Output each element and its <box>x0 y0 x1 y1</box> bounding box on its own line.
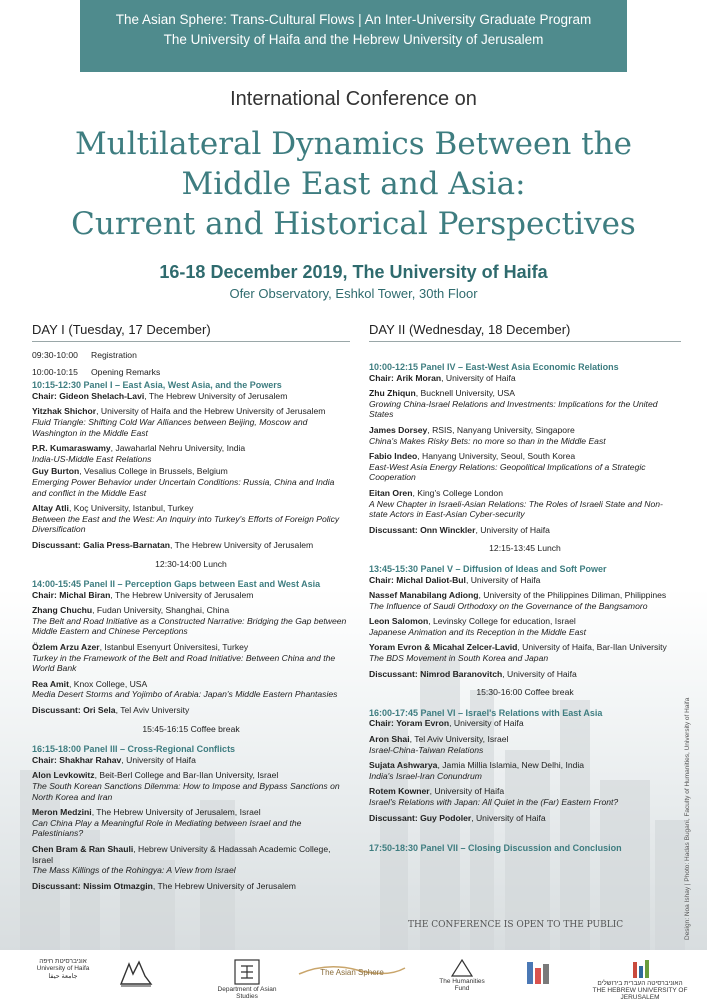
panel-1-chair: Chair: Gideon Shelach-Lavi, The Hebrew University of Jerusalem <box>32 390 288 401</box>
panel-2-title: 14:00-15:45 Panel II – Perception Gaps between East and West Asia <box>32 579 321 590</box>
panel-3-discussant: Discussant: Nissim Otmazgin, The Hebrew University of Jerusalem <box>32 880 296 891</box>
day1-heading: DAY I (Tuesday, 17 December) <box>32 322 211 337</box>
conference-date: 16-18 December 2019, The University of Haifa <box>159 262 548 282</box>
talk-item: Yoram Evron & Micahal Zelcer-Lavid, University of Haifa, Bar-Ilan University The BDS Movement in South Korea and Japan <box>369 642 667 664</box>
talk-item: Rea Amit, Knox College, USA Media Desert Storms and Yojimbo of Arabia: Japan's Middle Eastern Phantasies <box>32 678 338 700</box>
talk-item: Özlem Arzu Azer, Istanbul Esenyurt Üniversitesi, Turkey Turkey in the Framework of the Belt and Road Initiative: Between China and the World Bank <box>32 642 336 674</box>
humanities-fund-logo: The Humanities Fund <box>432 958 492 992</box>
registration-row <box>32 350 350 361</box>
talk-item: Nassef Manabilang Adiong, University of the Philippines Diliman, Philippines The Influence of Saudi Orthodoxy on the Governance of the Bangsamoro <box>369 590 667 611</box>
talk-item: Rotem Kowner, University of Haifa Israel's Relations with Japan: All Quiet in the (Far) Eastern Front? <box>369 786 619 807</box>
talk-item: Guy Burton, Vesalius College in Brussels, Belgium Emerging Power Behavior under Uncertain Conditions: Russia, China and India and conflict in the Middle East <box>32 466 335 498</box>
open-to-public-notice: THE CONFERENCE IS OPEN TO THE PUBLIC <box>408 920 624 930</box>
panel-6-discussant: Discussant: Guy Podoler, University of Haifa <box>369 812 546 823</box>
talk-item: Sujata Ashwarya, Jamia Millia Islamia, New Delhi, India India's Israel-Iran Conundrum <box>369 760 585 781</box>
panel-4-chair: Chair: Arik Moran, University of Haifa <box>369 372 516 383</box>
panel-5-title: 13:45-15:30 Panel V – Diffusion of Ideas and Soft Power <box>369 563 607 574</box>
lunch-break: 12:30-14:00 Lunch <box>155 558 227 569</box>
talk-item: Zhang Chuchu, Fudan University, Shanghai, China The Belt and Road Initiative as a Constructed Narrative: Bridging the Gap between Middle Eastern and Chinese Perceptions <box>32 605 347 637</box>
asian-sphere-logo: The Asian Sphere <box>296 960 408 977</box>
title-line-3: Current and Historical Perspectives <box>71 206 636 242</box>
day2-program <box>369 362 681 854</box>
registration-time: 09:30-10:00 <box>32 350 78 360</box>
header-banner <box>80 0 627 72</box>
banner-line-2: The University of Haifa and the Hebrew University of Jerusalem <box>163 32 544 47</box>
panel-5-chair: Chair: Michal Daliot-Bul, University of Haifa <box>369 574 541 585</box>
talk-item: James Dorsey, RSIS, Nanyang University, Singapore China's Makes Risky Bets: no more so than in the Middle East <box>369 424 606 446</box>
opening-row <box>32 367 350 378</box>
panel-4-discussant: Discussant: Onn Winckler, University of Haifa <box>369 524 550 535</box>
banner-line-1: The Asian Sphere: Trans-Cultural Flows | An Inter-University Graduate Program <box>115 12 592 27</box>
photo-credit: Design: Noa Ishay | Photo: Hadas Bugani, Faculty of Humanities, University of Haifa <box>684 697 691 940</box>
talk-item: Alon Levkowitz, Beit-Berl College and Bar-Ilan University, Israel The South Korean Sanctions Dilemma: How to Impose and Bypass Sanctions on North Korea and Iran <box>32 770 340 802</box>
talk-item: Eitan Oren, King's College London A New Chapter in Israeli-Asian Relations: The Roles of Israeli State and Non-state Actors in East-Asian Cyber-security <box>369 487 663 520</box>
talk-item: Zhu Zhiqun, Bucknell University, USA Growing China-Israel Relations and Investments: Implications for the United States <box>369 388 658 420</box>
panel-6-chair: Chair: Yoram Evron, University of Haifa <box>369 718 524 729</box>
day2-divider <box>369 341 681 342</box>
talk-item: Altay Atli, Koç University, Istanbul, Turkey Between the East and the West: An Inquiry into Turkey's Efforts of Foreign Policy Diversification <box>32 503 340 535</box>
talk-item: Meron Medzini, The Hebrew University of Jerusalem, Israel Can China Play a Meaningful Role in Mediating between Israel and the Palestinians? <box>32 807 302 839</box>
panel-1-discussant: Discussant: Galia Press-Barnatan, The Hebrew University of Jerusalem <box>32 539 314 550</box>
panel-2-discussant: Discussant: Ori Sela, Tel Aviv University <box>32 705 190 716</box>
lunch-break: 12:15-13:45 Lunch <box>489 543 561 554</box>
panel-2-chair: Chair: Michal Biran, The Hebrew University of Jerusalem <box>32 589 254 600</box>
title-line-2: Middle East and Asia: <box>181 166 526 202</box>
panel-4-title: 10:00-12:15 Panel IV – East-West Asia Economic Relations <box>369 362 619 372</box>
coffee-break: 15:45-16:15 Coffee break <box>142 723 240 734</box>
day1-divider <box>32 341 350 342</box>
talk-item: P.R. Kumaraswamy, Jawaharlal Nehru University, India India-US-Middle East Relations <box>32 443 246 464</box>
hebrew-university-logo: האוניברסיטה העברית בירושלים THE HEBREW UNIVERSITY OF JERUSALEM <box>586 958 694 1000</box>
conference-title <box>0 124 707 244</box>
title-line-1: Multilateral Dynamics Between the <box>75 126 632 162</box>
talk-item: Fabio Indeo, Hanyang University, Seoul, South Korea East-West Asia Energy Relations: Geopolitical Implications of a Strategic Cooperation <box>369 451 646 483</box>
talk-item: Leon Salomon, Levinsky College for education, Israel Japanese Animation and its Reception in the Middle East <box>369 616 587 637</box>
sponsor-logos <box>0 952 707 1000</box>
asian-studies-logo: Department of Asian Studies <box>212 958 282 1000</box>
day1-program <box>32 350 350 899</box>
conference-venue: Ofer Observatory, Eshkol Tower, 30th Floor <box>229 286 478 301</box>
coffee-break: 15:30-16:00 Coffee break <box>476 687 574 698</box>
haifa-logo: אוניברסיטת חיפה University of Haifa جامعة حيفا <box>36 958 90 980</box>
registration-label: Registration <box>91 350 137 360</box>
partner-logo <box>516 958 560 988</box>
panel-1-title: 10:15-12:30 Panel I – East Asia, West Asia, and the Powers <box>32 380 282 391</box>
opening-label: Opening Remarks <box>91 366 161 377</box>
day2-heading: DAY II (Wednesday, 18 December) <box>369 322 571 337</box>
talk-item: Aron Shai, Tel Aviv University, Israel Israel-China-Taiwan Relations <box>369 734 509 755</box>
talk-item: Chen Bram & Ran Shauli, Hebrew University & Hadassah Academic College, Israel The Mass Killings of the Rohingya: A View from Israel <box>32 843 331 876</box>
opening-time: 10:00-10:15 <box>32 366 78 377</box>
conference-intro: International Conference on <box>230 88 477 110</box>
emblem-icon <box>116 958 156 988</box>
panel-3-title: 16:15-18:00 Panel III – Cross-Regional Conflicts <box>32 744 236 755</box>
panel-3-chair: Chair: Shakhar Rahav, University of Haifa <box>32 754 196 765</box>
talk-item: Yitzhak Shichor, University of Haifa and the Hebrew University of Jerusalem Fluid Triangle: Shifting Cold War Alliances between Beijing, Moscow and Washington in the Middle East <box>32 406 326 438</box>
panel-6-title: 16:00-17:45 Panel VI – Israel's Relations with East Asia <box>369 707 603 718</box>
panel-7-title: 17:50-18:30 Panel VII – Closing Discussion and Conclusion <box>369 843 622 854</box>
panel-5-discussant: Discussant: Nimrod Baranovitch, University of Haifa <box>369 668 577 679</box>
